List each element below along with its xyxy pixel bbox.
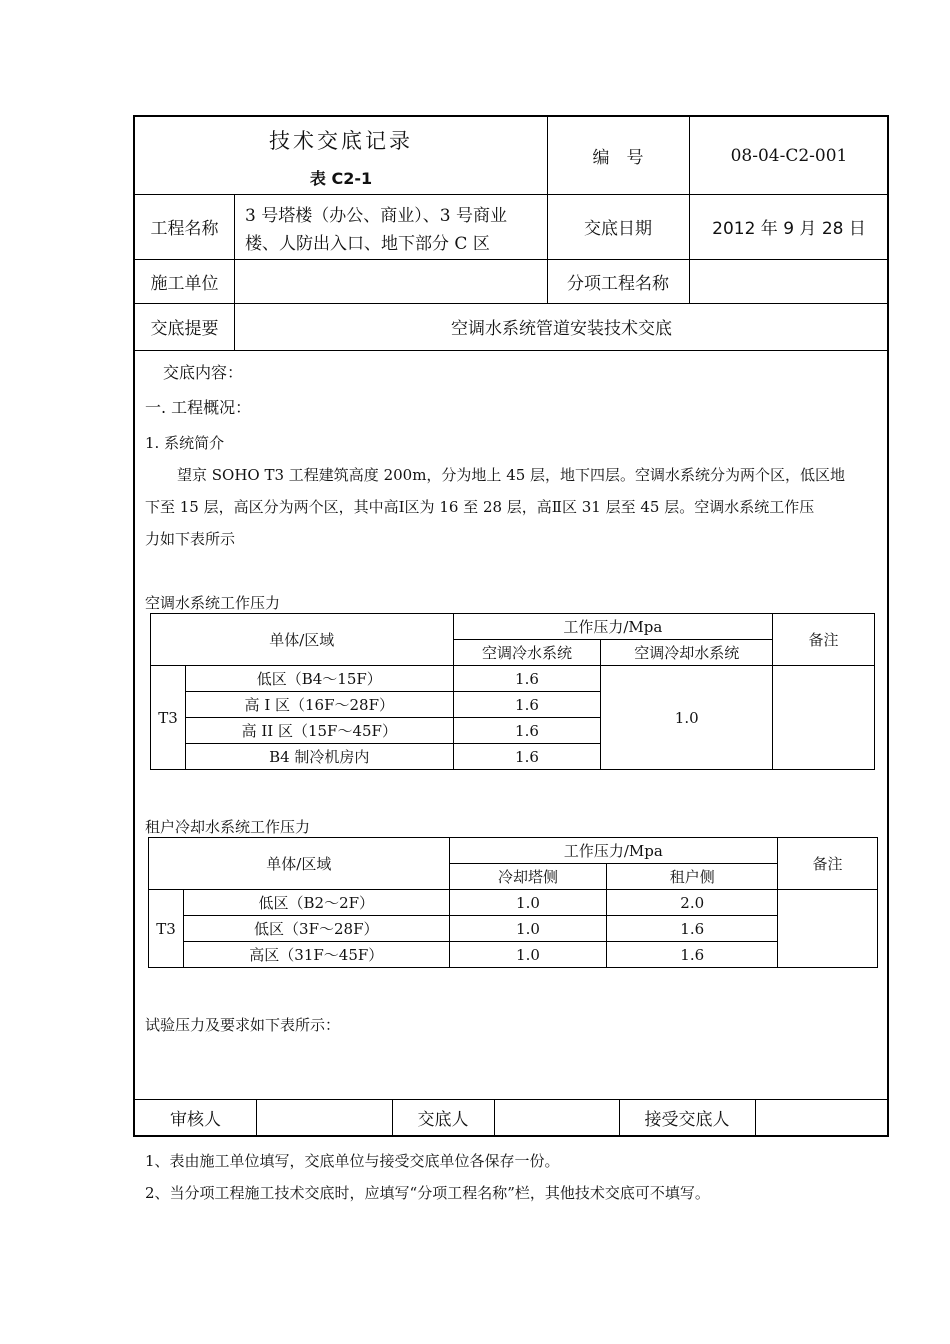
building-cell: T3 <box>149 890 184 968</box>
header-remarks: 备注 <box>778 838 878 890</box>
footnote-1: 1、表由施工单位填写，交底单位与接受交底单位各保存一份。 <box>145 1152 560 1170</box>
receiver-label: 接受交底人 <box>644 1109 730 1130</box>
project-name-line-2: 楼、人防出入口、地下部分 C 区 <box>245 233 490 254</box>
remarks-cell <box>773 666 875 770</box>
discloser-signature <box>494 1099 619 1135</box>
disclosure-record-form <box>133 115 889 1137</box>
footnote-2: 2、当分项工程施工技术交底时，应填写“分项工程名称”栏，其他技术交底可不填写。 <box>145 1184 710 1202</box>
project-name-label: 工程名称 <box>150 219 219 239</box>
tower-pressure-cell: 1.0 <box>449 942 607 968</box>
project-name-line-1: 3 号塔楼（办公、商业）、3 号商业 <box>245 205 507 226</box>
section-overview: 一. 工程概况： <box>145 398 252 417</box>
table1-caption: 空调水系统工作压力 <box>145 594 281 612</box>
subsection-system-intro: 1. 系统简介 <box>145 434 225 452</box>
tenant-pressure-cell: 1.6 <box>607 942 778 968</box>
form-title: 技术交底记录 <box>269 129 413 153</box>
header-working-pressure: 工作压力/Mpa <box>453 614 773 640</box>
discloser-label: 交底人 <box>417 1109 469 1130</box>
intro-paragraph-line-3: 力如下表所示 <box>145 530 236 548</box>
tower-pressure-cell: 1.0 <box>449 890 607 916</box>
construction-unit-value <box>234 259 547 303</box>
chilled-pressure-cell: 1.6 <box>453 718 601 744</box>
tower-pressure-cell: 1.0 <box>449 916 607 942</box>
summary-label: 交底提要 <box>150 319 219 339</box>
header-tenant-side: 租户侧 <box>607 864 778 890</box>
receiver-signature <box>755 1099 889 1135</box>
reviewer-label: 审核人 <box>170 1109 221 1130</box>
building-cell: T3 <box>151 666 186 770</box>
remarks-cell <box>778 890 878 968</box>
chilled-pressure-cell: 1.6 <box>453 744 601 770</box>
header-unit-zone: 单体/区域 <box>149 838 450 890</box>
construction-unit-label: 施工单位 <box>150 273 219 294</box>
content-heading: 交底内容： <box>163 363 244 382</box>
row-divider <box>135 350 887 351</box>
zone-cell: 低区（3F～28F） <box>183 916 449 942</box>
header-unit-zone: 单体/区域 <box>151 614 454 666</box>
zone-cell: 高 I 区（16F～28F） <box>185 692 453 718</box>
form-code: 表 C2-1 <box>309 168 373 188</box>
disclosure-date-value: 2012 年 9 月 28 日 <box>712 219 866 239</box>
zone-cell: B4 制冷机房内 <box>185 744 453 770</box>
table2-caption: 租户冷却水系统工作压力 <box>145 818 311 836</box>
tenant-cooling-pressure-table <box>148 837 878 968</box>
subitem-name-value <box>689 259 889 303</box>
table-row <box>151 666 875 692</box>
zone-cell: 低区（B2～2F） <box>183 890 449 916</box>
zone-cell: 高 II 区（15F～45F） <box>185 718 453 744</box>
header-cooling-water: 空调冷却水系统 <box>601 640 773 666</box>
tenant-pressure-cell: 1.6 <box>607 916 778 942</box>
header-chilled-water: 空调冷水系统 <box>453 640 601 666</box>
disclosure-date-label: 交底日期 <box>584 219 652 239</box>
header-tower-side: 冷却塔侧 <box>449 864 607 890</box>
reviewer-signature <box>256 1099 392 1135</box>
intro-paragraph-line-2: 下至 15 层，高区分为两个区，其中高Ⅰ区为 16 至 28 层，高Ⅱ区 31 层至 45 层。空调水系统工作压 <box>145 498 815 516</box>
number-value: 08-04-C2-001 <box>730 145 848 166</box>
table-row <box>149 942 878 968</box>
cooling-pressure-cell: 1.0 <box>601 666 773 770</box>
zone-cell: 高区（31F～45F） <box>183 942 449 968</box>
intro-paragraph-line-1: 望京 SOHO T3 工程建筑高度 200m，分为地上 45 层，地下四层。空调水系统分为两个区，低区地 <box>177 466 846 484</box>
table-row <box>149 890 878 916</box>
header-remarks: 备注 <box>773 614 875 666</box>
subitem-name-label: 分项工程名称 <box>567 273 669 294</box>
tenant-pressure-cell: 2.0 <box>607 890 778 916</box>
header-working-pressure: 工作压力/Mpa <box>449 838 778 864</box>
ac-water-pressure-table <box>150 613 875 770</box>
number-label: 编 号 <box>592 148 644 168</box>
test-pressure-text: 试验压力及要求如下表所示： <box>145 1016 341 1034</box>
zone-cell: 低区（B4～15F） <box>185 666 453 692</box>
chilled-pressure-cell: 1.6 <box>453 666 601 692</box>
summary-value: 空调水系统管道安装技术交底 <box>451 319 672 339</box>
chilled-pressure-cell: 1.6 <box>453 692 601 718</box>
table-row <box>149 916 878 942</box>
